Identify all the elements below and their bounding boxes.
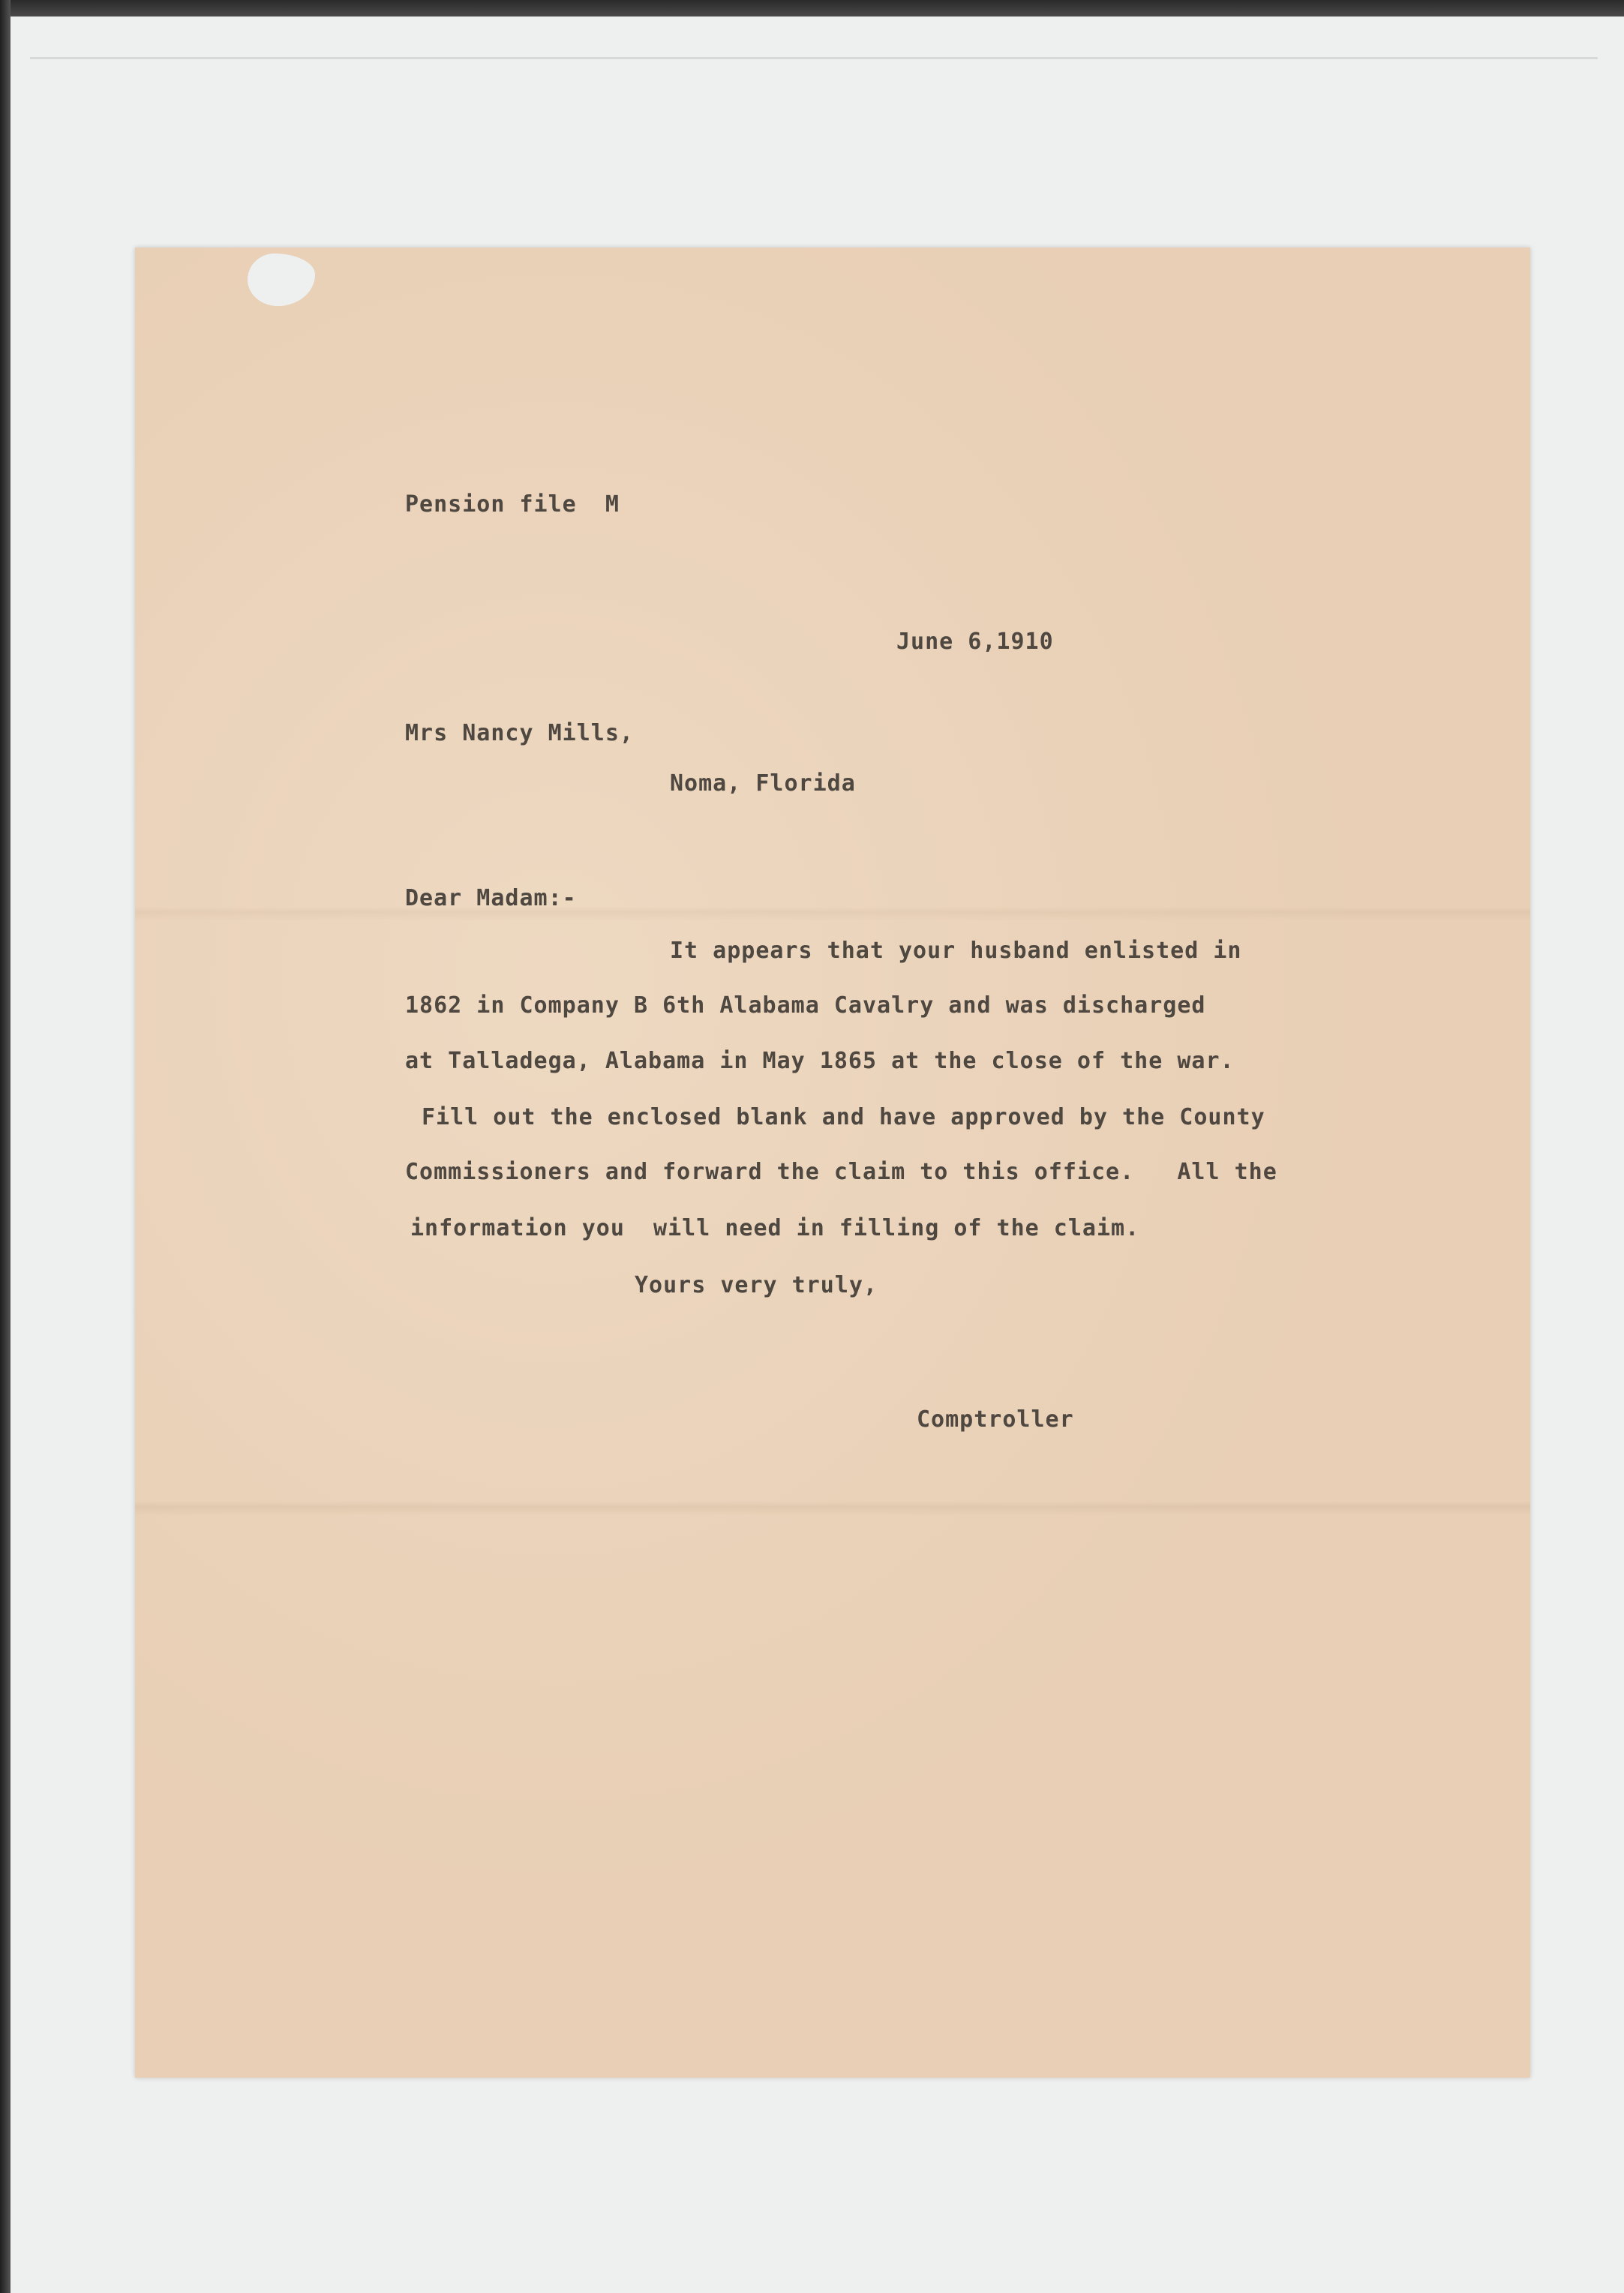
closing: Yours very truly, (635, 1272, 878, 1298)
body-line: 1862 in Company B 6th Alabama Cavalry and was discharged (405, 992, 1206, 1019)
recipient-name: Mrs Nancy Mills, (405, 720, 634, 746)
body-line: Commissioners and forward the claim to this office. All the (405, 1159, 1277, 1185)
body-line: at Talladega, Alabama in May 1865 at the close of the war. (405, 1048, 1235, 1074)
scan-artifact-line (30, 57, 1598, 59)
signature-title: Comptroller (917, 1406, 1074, 1433)
body-line: Fill out the enclosed blank and have approved by the County (422, 1104, 1265, 1130)
body-line: It appears that your husband enlisted in (670, 938, 1242, 964)
letter-date: June 6,1910 (896, 629, 1054, 655)
salutation: Dear Madam:- (405, 885, 577, 911)
scan-top-edge (0, 0, 1624, 17)
body-line: information you will need in filling of the claim. (410, 1215, 1140, 1241)
recipient-address: Noma, Florida (670, 770, 856, 797)
file-reference: Pension file M (405, 491, 620, 518)
scan-left-edge (0, 0, 11, 2293)
